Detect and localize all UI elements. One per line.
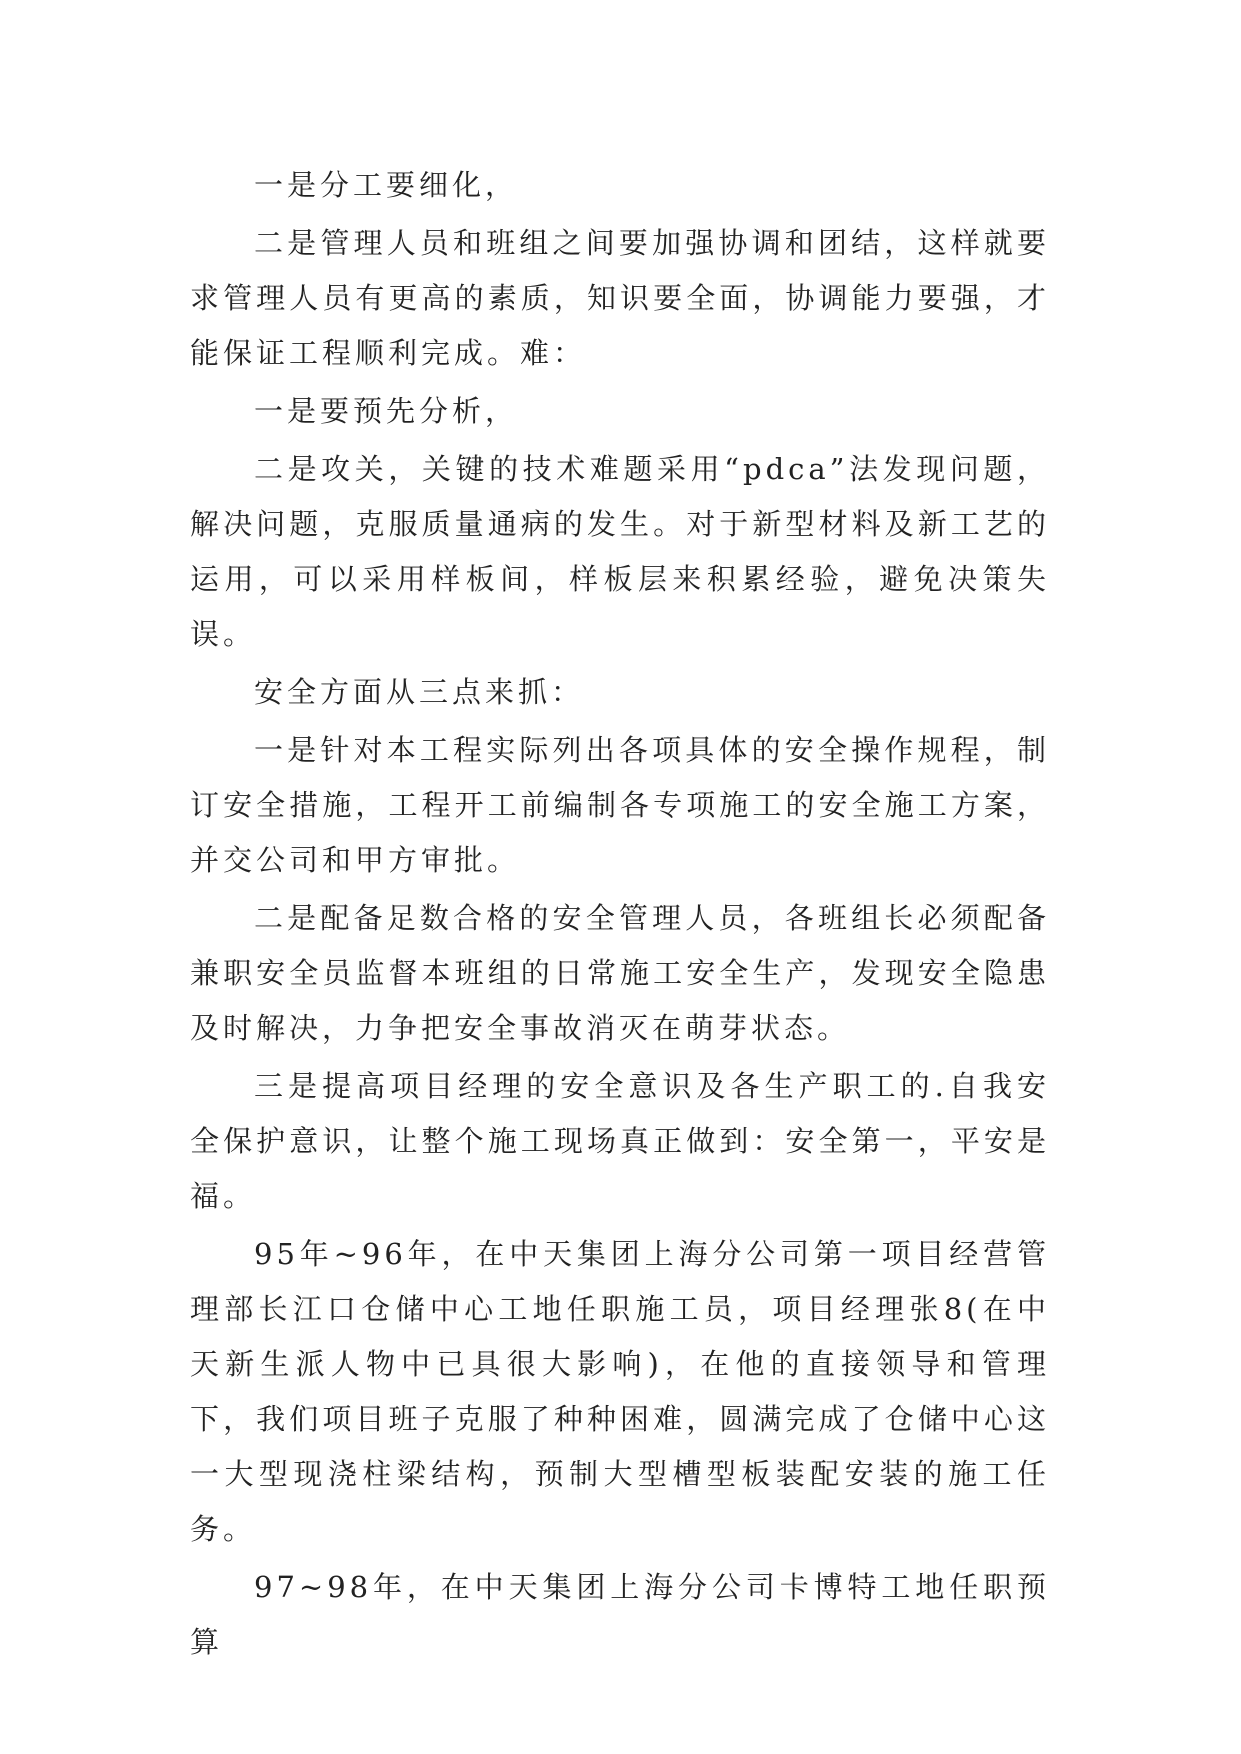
paragraph-6: 一是针对本工程实际列出各项具体的安全操作规程，制订安全措施，工程开工前编制各专项施工的安全施工方案，并交公司和甲方审批。 [190, 733, 1050, 877]
paragraph-1: 一是分工要细化， [254, 168, 519, 202]
paragraph-10: 97~98年，在中天集团上海分公司卡博特工地任职预算 [190, 1570, 1050, 1659]
paragraph-5: 安全方面从三点来抓： [254, 675, 585, 709]
paragraph-3: 一是要预先分析， [254, 394, 519, 428]
paragraph-8: 三是提高项目经理的安全意识及各生产职工的.自我安全保护意识，让整个施工现场真正做到：安全第一，平安是福。 [190, 1069, 1050, 1213]
paragraph-7: 二是配备足数合格的安全管理人员，各班组长必须配备兼职安全员监督本班组的日常施工安全生产，发现安全隐患及时解决，力争把安全事故消灭在萌芽状态。 [190, 901, 1050, 1045]
paragraph-4: 二是攻关，关键的技术难题采用“pdca”法发现问题，解决问题，克服质量通病的发生。对于新型材料及新工艺的运用，可以采用样板间，样板层来积累经验，避免决策失误。 [190, 452, 1050, 651]
document-body [190, 158, 1050, 1673]
paragraph-9: 95年~96年，在中天集团上海分公司第一项目经营管理部长江口仓储中心工地任职施工员，项目经理张8(在中天新生派人物中已具很大影响)，在他的直接领导和管理下，我们项目班子克服了种种困难，圆满完成了仓储中心这一大型现浇柱梁结构，预制大型槽型板装配安装的施工任务。 [190, 1237, 1050, 1546]
paragraph-2: 二是管理人员和班组之间要加强协调和团结，这样就要求管理人员有更高的素质，知识要全面，协调能力要强，才能保证工程顺利完成。难： [190, 226, 1050, 370]
